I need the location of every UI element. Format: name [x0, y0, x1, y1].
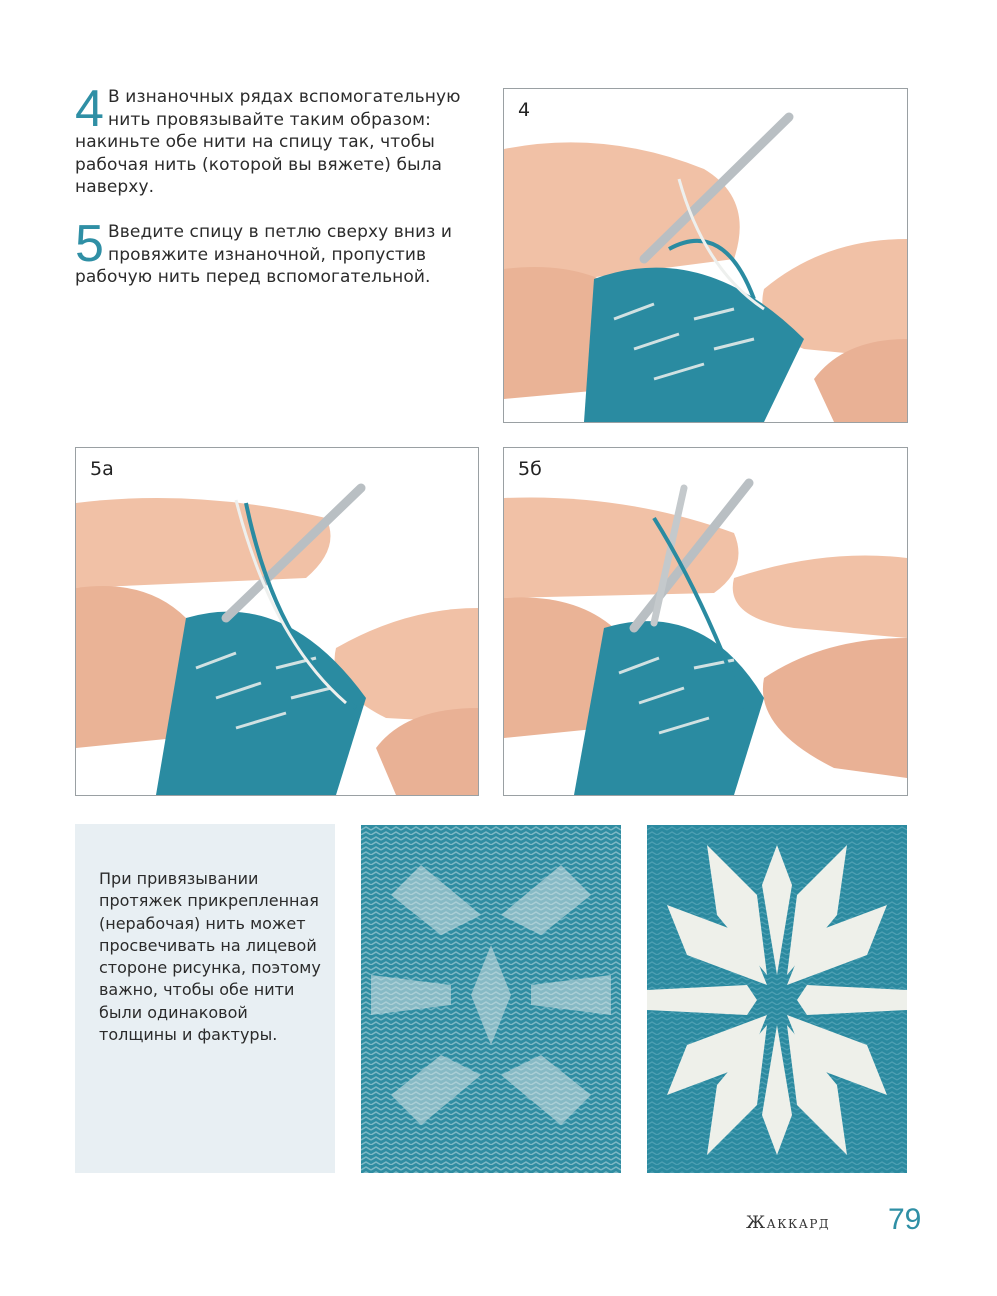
knitting-hands-illustration — [504, 448, 907, 795]
step-5 — [75, 215, 480, 289]
swatch-right-side — [647, 825, 907, 1173]
photo-label: 5б — [518, 458, 542, 480]
photo-label: 5а — [90, 458, 114, 480]
photo-step-4 — [503, 88, 908, 423]
knitting-hands-illustration — [504, 89, 907, 422]
page-number: 79 — [888, 1203, 922, 1236]
note-box — [75, 824, 335, 1173]
knit-swatch-illustration — [647, 825, 907, 1173]
step-4 — [75, 80, 480, 199]
photo-step-5b — [503, 447, 908, 796]
section-title: Жаккард — [746, 1213, 831, 1233]
swatch-wrong-side — [361, 825, 621, 1173]
knit-swatch-illustration — [361, 825, 621, 1173]
step-number: 4 — [75, 80, 105, 138]
step-text: В изнаночных рядах вспомогательную нить провязывайте таким образом: накиньте обе нити на спицу так, чтобы рабочая нить (которой вы вяжете) была наверху. — [75, 87, 461, 197]
photo-step-5a — [75, 447, 479, 796]
knitting-hands-illustration — [76, 448, 478, 795]
photo-label: 4 — [518, 99, 531, 121]
note-text: При привязывании протяжек прикрепленная (нерабочая) нить может просвечивать на лицевой стороне рисунка, поэтому важно, чтобы обе нити были одинаковой толщины и фактуры. — [99, 869, 321, 1045]
step-number: 5 — [75, 215, 105, 273]
step-text: Введите спицу в петлю сверху вниз и провяжите изнаночной, пропустив рабочую нить перед вспомогательной. — [75, 222, 453, 287]
